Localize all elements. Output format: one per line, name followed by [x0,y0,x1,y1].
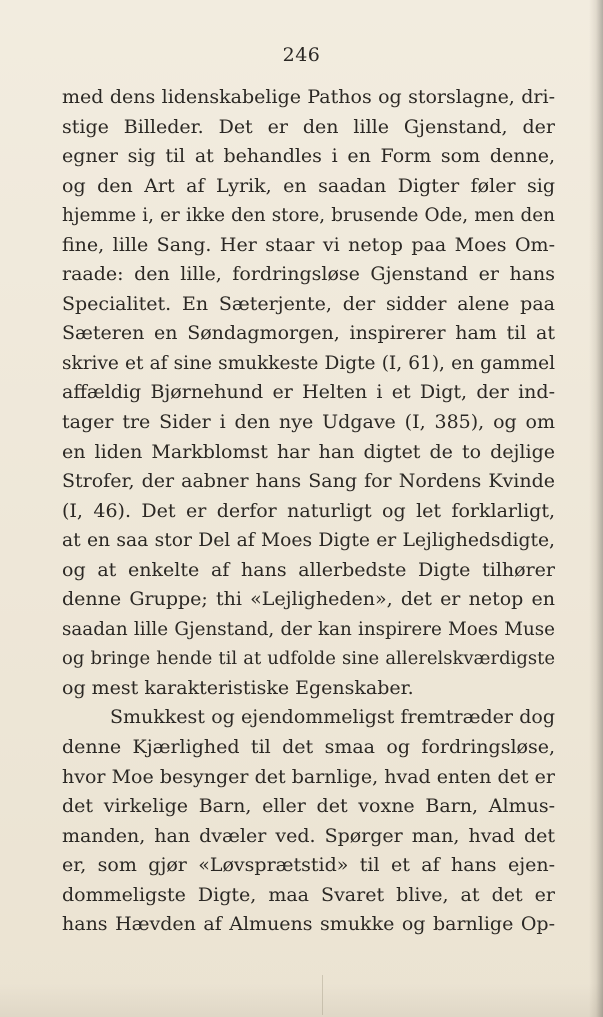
text-line: skrive et af sine smukkeste Digte (I, 61), en gammel [62,352,555,374]
text-line: hans Hævden af Almuens smukke og barnlige Op- [62,913,555,936]
text-line: manden, han dvæler ved. Spørger man, hvad det [62,824,555,847]
text-line: Strofer, der aabner hans Sang for Nordens Kvinde [62,470,555,493]
text-line: og at enkelte af hans allerbedste Digte tilhører [62,558,555,581]
text-line: hvor Moe besynger det barnlige, hvad enten det er [62,765,555,788]
text-line: med dens lidenskabelige Pathos og storslagne, dri- [62,86,555,108]
text-line: fine, lille Sang. Her staar vi netop paa Moes Om- [62,233,555,256]
text-line: (I, 46). Det er derfor naturligt og let forklarligt, [62,499,555,522]
page-edge-shadow [589,0,603,1017]
body-text [62,83,555,940]
text-line: tager tre Sider i den nye Udgave (I, 385), og om [62,411,555,434]
text-line: og mest karakteristiske Egenskaber. [62,676,414,699]
text-line: affældig Bjørnehund er Helten i et Digt, der ind- [62,381,555,404]
text-line: at en saa stor Del af Moes Digte er Lejlighedsdigte, [62,530,555,552]
text-line: er, som gjør «Løvsprætstid» til et af hans ejen- [62,854,555,877]
text-line: en liden Markblomst har han digtet de to dejlige [62,440,555,463]
text-line: saadan lille Gjenstand, der kan inspirere Moes Muse [62,618,555,640]
text-line: Specialitet. En Sæterjente, der sidder alene paa [62,292,555,315]
text-line: stige Billeder. Det er den lille Gjenstand, der [62,115,555,138]
page-number: 246 [282,44,321,66]
text-line: denne Kjærlighed til det smaa og fordringsløse, [62,736,555,759]
text-line: Smukkest og ejendommeligst fremtræder dog [110,706,555,729]
text-line: dommeligste Digte, maa Svaret blive, at det er [62,883,555,906]
text-line: og den Art af Lyrik, en saadan Digter føler sig [62,174,555,197]
text-line: og bringe hende til at udfolde sine allerelskværdigste [62,648,555,670]
text-line: denne Gruppe; thi «Lejligheden», det er netop en [62,588,555,611]
text-line: Sæteren en Søndagmorgen, inspirerer ham til at [62,322,555,345]
text-line: hjemme i, er ikke den store, brusende Ode, men den [62,205,555,227]
text-line: egner sig til at behandles i en Form som denne, [62,145,555,168]
text-line: raade: den lille, fordringsløse Gjenstand er hans [62,263,555,286]
text-line: det virkelige Barn, eller det voxne Barn, Almus- [62,795,555,818]
page-bottom-shadow [0,983,603,1017]
